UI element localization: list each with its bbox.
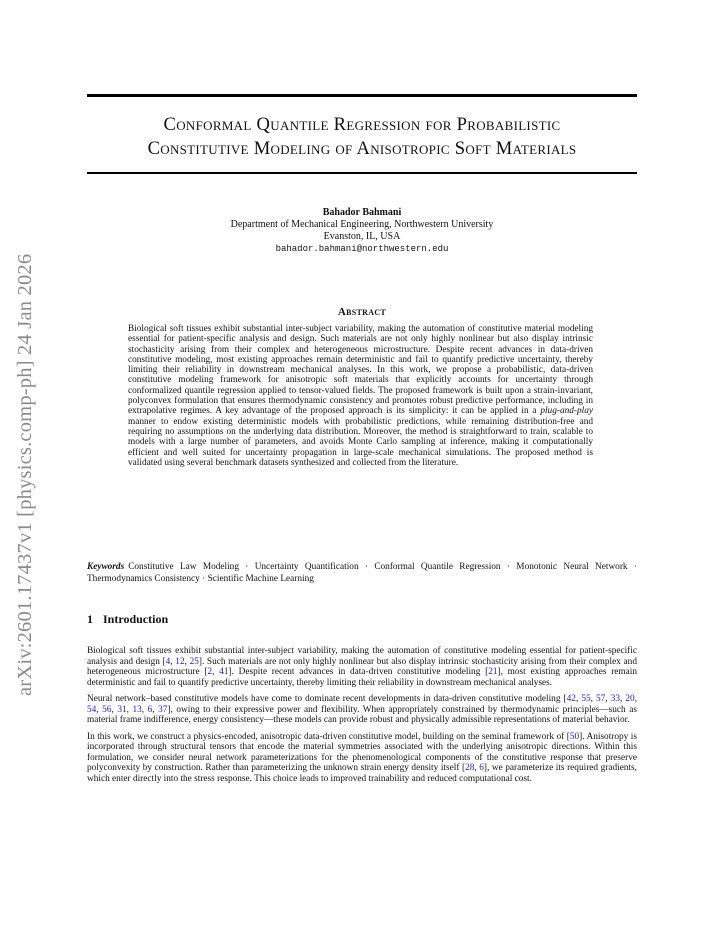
p1-text-c: ]. Despite recent advances in data-driven constitutive modeling [ bbox=[228, 667, 489, 677]
p1-text-a: Biological soft tissues exhibit substantial inter-subject variability, making the automation of constitutive modeling essential for patient-specific analysis and design [ bbox=[87, 646, 637, 667]
p3-text-c: ], we parameterize its required gradients, which enter directly into the stress response. This choice leads to improved trainability and reduced computational cost. bbox=[87, 763, 637, 784]
citation-link[interactable]: 57 bbox=[596, 694, 606, 704]
author-block bbox=[87, 207, 637, 255]
author-name: Bahador Bahmani bbox=[322, 207, 402, 218]
citation-link[interactable]: 2 bbox=[207, 667, 213, 677]
citation-link[interactable]: 33 bbox=[610, 694, 620, 704]
author-email[interactable]: bahador.bahmani@northwestern.edu bbox=[275, 244, 449, 254]
title-top-rule bbox=[87, 94, 637, 97]
citation-link[interactable]: 4 bbox=[165, 656, 171, 667]
title-line-2: Constitutive Modeling of Anisotropic Soft Materials bbox=[147, 138, 577, 159]
citation-link[interactable]: 21 bbox=[488, 667, 498, 677]
citation-link[interactable]: 37 bbox=[158, 704, 168, 715]
title-line-1: Conformal Quantile Regression for Probabilistic bbox=[163, 114, 561, 135]
citation-link[interactable]: 25 bbox=[189, 656, 199, 667]
abstract-heading: Abstract bbox=[337, 306, 387, 318]
citation-link[interactable]: 42 bbox=[566, 694, 576, 704]
p3-text-b: ]. Anisotropy is incorporated through structural tensors that encode the material symmetries associated with the underlying anisotropic directions. Within this formulation, we consider neural network parameterizations for the phenomenological components of the constitutive response that preserve polyconvexity by construction. Rather than parameterizing the unknown strain energy density itself [ bbox=[87, 731, 638, 773]
section-heading bbox=[87, 612, 637, 627]
citation-list: 42, 55, 57, 33, 20, 54, 56, 31, 13, 6, 37 bbox=[87, 694, 638, 715]
citation-link[interactable]: 50 bbox=[569, 731, 580, 742]
section-number: 1 bbox=[87, 612, 93, 626]
keywords-text: Constitutive Law Modeling · Uncertainty Quantification · Conformal Quantile Regression · Monotonic Neural Network · Thermodynamics Consistency · Scientific Machine Learning bbox=[87, 562, 637, 584]
p1-text-b: ]. Such materials are not only highly nonlinear but also display intrinsic stochasticity arising from their complex and heterogeneous microstructure [ bbox=[87, 656, 637, 677]
intro-paragraph-2 bbox=[87, 694, 637, 726]
title-bottom-rule bbox=[87, 172, 637, 174]
citation-link[interactable]: 13 bbox=[132, 704, 142, 715]
citation-link[interactable]: 28 bbox=[465, 763, 475, 773]
introduction-body bbox=[87, 646, 637, 790]
p3-text-a: In this work, we construct a physics-encoded, anisotropic data-driven constitutive model, building on the seminal framework of [ bbox=[87, 731, 570, 742]
abstract-part-1: Biological soft tissues exhibit substantial inter-subject variability, making the automation of constitutive material modeling essential for patient-specific analysis and design. Such materials are not only highly nonlinear but also display intrinsic stochasticity arising from their complex and heterogeneous microstructure. Despite recent advances in data-driven constitutive modeling, most existing approaches remain deterministic and fail to quantify predictive uncertainty, thereby limiting their reliability in downstream mechanical analyses. In this work, we propose a probabilistic, data-driven constitutive modeling framework for anisotropic soft materials that explicitly accounts for uncertainty through conformalized quantile regression applied to tensor-valued fields. The proposed framework is built upon a strain-invariant, polyconvex formulation that ensures thermodynamic consistency and promotes robust predictive performance, including in extrapolative regimes. A key advantage of the proposed approach is its simplicity: it can be applied in a bbox=[128, 324, 593, 417]
citation-link[interactable]: 12 bbox=[175, 656, 185, 667]
citation-link[interactable]: 20 bbox=[625, 694, 635, 704]
abstract-part-2: manner to endow existing deterministic models with probabilistic predictions, while remaining distribution-free and requiring no assumptions on the underlying data distribution. Moreover, the method is straightforward to train, scalable to models with a large number of parameters, and avoids Monte Carlo sampling at inference, making it computationally efficient and well suited for uncertainty propagation in large-scale mechanical simulations. The proposed method is validated using several benchmark datasets synthesized and collected from the literature. bbox=[128, 416, 593, 468]
citation-link[interactable]: 54 bbox=[87, 704, 97, 715]
p1-text-d: ], most existing approaches remain deterministic and fail to quantify predictive uncertainty, thereby limiting their reliability in downstream mechanical analyses. bbox=[87, 667, 638, 688]
intro-paragraph-3: In this work, we construct a physics-encoded, anisotropic data-driven constitutive model, building on the seminal framework of [50]. Anisotropy is incorporated through structural tensors that encode the material symmetries associated with the underlying anisotropic directions. Within this formulation, we consider neural network parameterizations for the phenomenological components of the constitutive response that preserve polyconvexity by construction. Rather than parameterizing the unknown strain energy density itself [28, 6], we parameterize its required gradients, which enter directly into the stress response. This choice leads to improved trainability and reduced computational cost. bbox=[87, 731, 638, 784]
p2-text-b: ], owing to their expressive power and flexibility. When appropriately constrained by thermodynamic principles—such as material frame indifference, energy consistency—these models can provide robust and physically admissible representations of material behavior. bbox=[87, 704, 637, 725]
p2-text-a: Neural network–based constitutive models have come to dominate recent developments in data-driven constitutive modeling [ bbox=[87, 694, 567, 704]
citation-link[interactable]: 41 bbox=[219, 667, 229, 677]
paper-title bbox=[87, 113, 637, 161]
intro-paragraph-1: Biological soft tissues exhibit substantial inter-subject variability, making the automation of constitutive modeling essential for patient-specific analysis and design [4, 12, 25]. Such materials are not only highly nonlinear but also display intrinsic stochasticity arising from their complex and heterogeneous microstructure [2, 41]. Despite recent advances in data-driven constitutive modeling [21], most existing approaches remain deterministic and fail to quantify predictive uncertainty, thereby limiting their reliability in downstream mechanical analyses. bbox=[87, 646, 638, 688]
citation-link[interactable]: 55 bbox=[581, 694, 591, 704]
section-title: Introduction bbox=[103, 612, 169, 626]
keywords-line bbox=[87, 562, 637, 585]
abstract-emphasis: plug-and-play bbox=[540, 406, 593, 417]
citation-link[interactable]: 6 bbox=[147, 704, 153, 715]
citation-link[interactable]: 56 bbox=[102, 704, 112, 715]
author-affiliation: Department of Mechanical Engineering, Northwestern University bbox=[230, 219, 494, 230]
author-location: Evanston, IL, USA bbox=[323, 231, 401, 242]
keywords-label: Keywords bbox=[87, 562, 125, 572]
citation-link[interactable]: 6 bbox=[479, 763, 484, 773]
abstract-text bbox=[128, 324, 593, 468]
arxiv-identifier-stamp: arXiv:2601.17437v1 [physics.comp-ph] 24 Jan 2026 bbox=[14, 253, 36, 696]
citation-link[interactable]: 31 bbox=[117, 704, 127, 715]
